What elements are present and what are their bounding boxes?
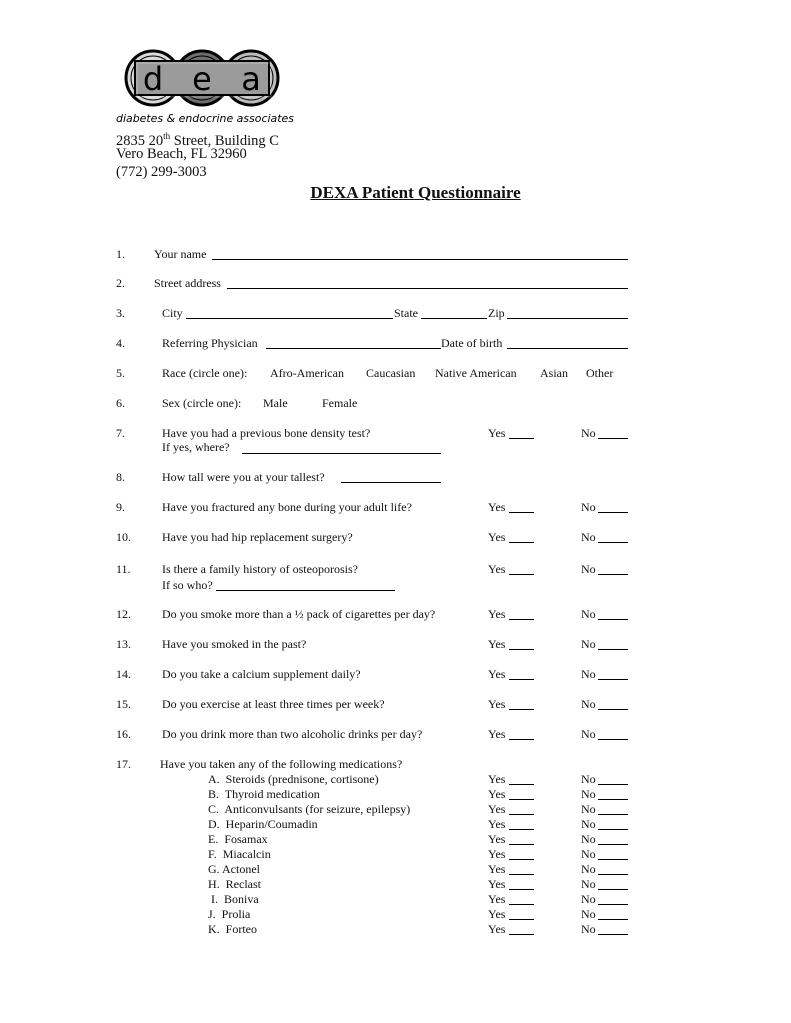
q17-med-2-no-answer-field[interactable] bbox=[598, 787, 628, 800]
q17-med-3-yes-label: Yes bbox=[488, 802, 506, 816]
q13-yes-label: Yes bbox=[488, 637, 506, 651]
q17-med-4-no-answer-field[interactable] bbox=[598, 817, 628, 830]
q17-med-2-yes-label: Yes bbox=[488, 787, 506, 801]
state-field[interactable] bbox=[421, 306, 487, 319]
q9-yes-answer-field[interactable] bbox=[509, 500, 534, 513]
q12-yes-answer-field[interactable] bbox=[509, 607, 534, 620]
q9-yes-label: Yes bbox=[488, 500, 506, 514]
q10-number: 10. bbox=[116, 530, 131, 544]
q5-number: 5. bbox=[116, 366, 125, 380]
q13-no-label: No bbox=[581, 637, 596, 651]
medication-item: I. Boniva bbox=[208, 892, 259, 906]
race-option-other[interactable]: Other bbox=[586, 366, 614, 380]
q6-number: 6. bbox=[116, 396, 125, 410]
q17-med-11-yes-label: Yes bbox=[488, 922, 506, 936]
q7-yes-label: Yes bbox=[488, 426, 506, 440]
q7-label: Have you had a previous bone density test? bbox=[162, 426, 371, 440]
q17-med-1-yes-label: Yes bbox=[488, 772, 506, 786]
q17-med-3-no-answer-field[interactable] bbox=[598, 802, 628, 815]
name-field[interactable] bbox=[212, 247, 628, 260]
q14-label: Do you take a calcium supplement daily? bbox=[162, 667, 361, 681]
q17-med-5-no-label: No bbox=[581, 832, 596, 846]
q11-number: 11. bbox=[116, 562, 131, 576]
race-option-native-american[interactable]: Native American bbox=[435, 366, 517, 380]
brand-logo bbox=[115, 48, 300, 126]
q7-yes-answer-field[interactable] bbox=[509, 426, 534, 439]
dob-field[interactable] bbox=[507, 336, 628, 349]
q12-no-label: No bbox=[581, 607, 596, 621]
q12-no-answer-field[interactable] bbox=[598, 607, 628, 620]
q17-med-2-no-label: No bbox=[581, 787, 596, 801]
q17-label: Have you taken any of the following medications? bbox=[160, 757, 403, 771]
q17-med-6-yes-label: Yes bbox=[488, 847, 506, 861]
q11-label: Is there a family history of osteoporosis? bbox=[162, 562, 358, 576]
q15-label: Do you exercise at least three times per week? bbox=[162, 697, 385, 711]
q9-label: Have you fractured any bone during your adult life? bbox=[162, 500, 412, 514]
q2-label: Street address bbox=[154, 276, 221, 290]
q17-med-5-no-answer-field[interactable] bbox=[598, 832, 628, 845]
q17-med-1-no-answer-field[interactable] bbox=[598, 772, 628, 785]
q1-number: 1. bbox=[116, 247, 125, 261]
logo-letter-d: d bbox=[142, 60, 164, 98]
physician-label: Referring Physician bbox=[162, 336, 258, 350]
sex-option-male[interactable]: Male bbox=[263, 396, 288, 410]
medication-item: A. Steroids (prednisone, cortisone) bbox=[208, 772, 379, 786]
dob-label: Date of birth bbox=[441, 336, 503, 350]
race-option-asian[interactable]: Asian bbox=[540, 366, 568, 380]
address-phone: (772) 299-3003 bbox=[116, 164, 207, 180]
q17-med-8-yes-answer-field[interactable] bbox=[509, 877, 534, 890]
q17-med-11-no-answer-field[interactable] bbox=[598, 922, 628, 935]
q9-no-label: No bbox=[581, 500, 596, 514]
q14-yes-label: Yes bbox=[488, 667, 506, 681]
medication-item: K. Forteo bbox=[208, 922, 257, 936]
q17-med-8-yes-label: Yes bbox=[488, 877, 506, 891]
q16-number: 16. bbox=[116, 727, 131, 741]
q16-no-answer-field[interactable] bbox=[598, 727, 628, 740]
q17-med-7-no-label: No bbox=[581, 862, 596, 876]
medication-item: D. Heparin/Coumadin bbox=[208, 817, 318, 831]
q5-label: Race (circle one): bbox=[162, 366, 248, 380]
q17-med-11-no-label: No bbox=[581, 922, 596, 936]
q17-med-10-yes-answer-field[interactable] bbox=[509, 907, 534, 920]
q15-number: 15. bbox=[116, 697, 131, 711]
q10-label: Have you had hip replacement surgery? bbox=[162, 530, 353, 544]
q17-med-4-yes-label: Yes bbox=[488, 817, 506, 831]
q10-no-answer-field[interactable] bbox=[598, 530, 628, 543]
address-line-1: 2835 20th Street, Building C bbox=[116, 131, 279, 149]
q1-label: Your name bbox=[154, 247, 207, 261]
q10-no-label: No bbox=[581, 530, 596, 544]
q10-yes-label: Yes bbox=[488, 530, 506, 544]
q17-med-1-yes-answer-field[interactable] bbox=[509, 772, 534, 785]
q7-no-label: No bbox=[581, 426, 596, 440]
q17-med-7-no-answer-field[interactable] bbox=[598, 862, 628, 875]
q17-med-6-no-label: No bbox=[581, 847, 596, 861]
q17-number: 17. bbox=[116, 757, 131, 771]
q7-no-answer-field[interactable] bbox=[598, 426, 628, 439]
race-option-afro-american[interactable]: Afro-American bbox=[270, 366, 344, 380]
logo-letter-a: a bbox=[241, 60, 261, 98]
address-line-2: Vero Beach, FL 32960 bbox=[116, 146, 247, 162]
q17-med-4-yes-answer-field[interactable] bbox=[509, 817, 534, 830]
zip-label: Zip bbox=[488, 306, 505, 320]
q6-label: Sex (circle one): bbox=[162, 396, 242, 410]
q8-number: 8. bbox=[116, 470, 125, 484]
q13-yes-answer-field[interactable] bbox=[509, 637, 534, 650]
q16-yes-label: Yes bbox=[488, 727, 506, 741]
q12-number: 12. bbox=[116, 607, 131, 621]
q17-med-8-no-label: No bbox=[581, 877, 596, 891]
q17-med-2-yes-answer-field[interactable] bbox=[509, 787, 534, 800]
q17-med-7-yes-label: Yes bbox=[488, 862, 506, 876]
logo-graphic bbox=[115, 48, 300, 126]
page-title: DEXA Patient Questionnaire bbox=[310, 183, 521, 202]
q16-no-label: No bbox=[581, 727, 596, 741]
q10-yes-answer-field[interactable] bbox=[509, 530, 534, 543]
q2-number: 2. bbox=[116, 276, 125, 290]
q17-med-11-yes-answer-field[interactable] bbox=[509, 922, 534, 935]
q11-no-label: No bbox=[581, 562, 596, 576]
medication-item: E. Fosamax bbox=[208, 832, 268, 846]
q4-number: 4. bbox=[116, 336, 125, 350]
q17-med-1-no-label: No bbox=[581, 772, 596, 786]
q17-med-10-no-answer-field[interactable] bbox=[598, 907, 628, 920]
q14-no-label: No bbox=[581, 667, 596, 681]
q17-med-9-no-label: No bbox=[581, 892, 596, 906]
q15-no-label: No bbox=[581, 697, 596, 711]
q17-med-6-no-answer-field[interactable] bbox=[598, 847, 628, 860]
physician-field[interactable] bbox=[266, 336, 441, 349]
city-field[interactable] bbox=[186, 306, 393, 319]
q17-med-8-no-answer-field[interactable] bbox=[598, 877, 628, 890]
q15-yes-answer-field[interactable] bbox=[509, 697, 534, 710]
q8-label: How tall were you at your tallest? bbox=[162, 470, 325, 484]
q14-number: 14. bbox=[116, 667, 131, 681]
medication-item: C. Anticonvulsants (for seizure, epilepsy) bbox=[208, 802, 411, 816]
q11-yes-label: Yes bbox=[488, 562, 506, 576]
medication-item: J. Prolia bbox=[208, 907, 251, 921]
q3-number: 3. bbox=[116, 306, 125, 320]
q13-label: Have you smoked in the past? bbox=[162, 637, 307, 651]
q17-med-7-yes-answer-field[interactable] bbox=[509, 862, 534, 875]
race-option-caucasian[interactable]: Caucasian bbox=[366, 366, 416, 380]
q17-med-4-no-label: No bbox=[581, 817, 596, 831]
medication-item: F. Miacalcin bbox=[208, 847, 271, 861]
family-history-who-field[interactable] bbox=[216, 578, 395, 591]
q17-med-5-yes-label: Yes bbox=[488, 832, 506, 846]
sex-option-female[interactable]: Female bbox=[322, 396, 358, 410]
q9-no-answer-field[interactable] bbox=[598, 500, 628, 513]
q15-no-answer-field[interactable] bbox=[598, 697, 628, 710]
q17-med-10-no-label: No bbox=[581, 907, 596, 921]
q15-yes-label: Yes bbox=[488, 697, 506, 711]
q17-med-9-yes-answer-field[interactable] bbox=[509, 892, 534, 905]
logo-letter-e: e bbox=[192, 60, 212, 98]
q16-yes-answer-field[interactable] bbox=[509, 727, 534, 740]
q14-no-answer-field[interactable] bbox=[598, 667, 628, 680]
q7-number: 7. bbox=[116, 426, 125, 440]
tallest-height-field[interactable] bbox=[341, 470, 441, 483]
zip-field[interactable] bbox=[507, 306, 628, 319]
q13-no-answer-field[interactable] bbox=[598, 637, 628, 650]
state-label: State bbox=[394, 306, 418, 320]
medication-item: B. Thyroid medication bbox=[208, 787, 320, 801]
q13-number: 13. bbox=[116, 637, 131, 651]
medication-item: G. Actonel bbox=[208, 862, 260, 876]
q11-yes-answer-field[interactable] bbox=[509, 562, 534, 575]
q11-no-answer-field[interactable] bbox=[598, 562, 628, 575]
q17-med-9-yes-label: Yes bbox=[488, 892, 506, 906]
q11-sub-label: If so who? bbox=[162, 578, 213, 592]
q16-label: Do you drink more than two alcoholic drinks per day? bbox=[162, 727, 423, 741]
city-label: City bbox=[162, 306, 183, 320]
q12-yes-label: Yes bbox=[488, 607, 506, 621]
q17-med-3-no-label: No bbox=[581, 802, 596, 816]
q17-med-3-yes-answer-field[interactable] bbox=[509, 802, 534, 815]
previous-test-where-field[interactable] bbox=[242, 441, 441, 454]
q17-med-5-yes-answer-field[interactable] bbox=[509, 832, 534, 845]
q17-med-6-yes-answer-field[interactable] bbox=[509, 847, 534, 860]
street-address-field[interactable] bbox=[227, 276, 628, 289]
medication-item: H. Reclast bbox=[208, 877, 261, 891]
q9-number: 9. bbox=[116, 500, 125, 514]
q7-sub-label: If yes, where? bbox=[162, 440, 230, 454]
q14-yes-answer-field[interactable] bbox=[509, 667, 534, 680]
q17-med-9-no-answer-field[interactable] bbox=[598, 892, 628, 905]
q17-med-10-yes-label: Yes bbox=[488, 907, 506, 921]
logo-tagline: diabetes & endocrine associates bbox=[116, 112, 295, 125]
q12-label: Do you smoke more than a ½ pack of cigarettes per day? bbox=[162, 607, 436, 621]
